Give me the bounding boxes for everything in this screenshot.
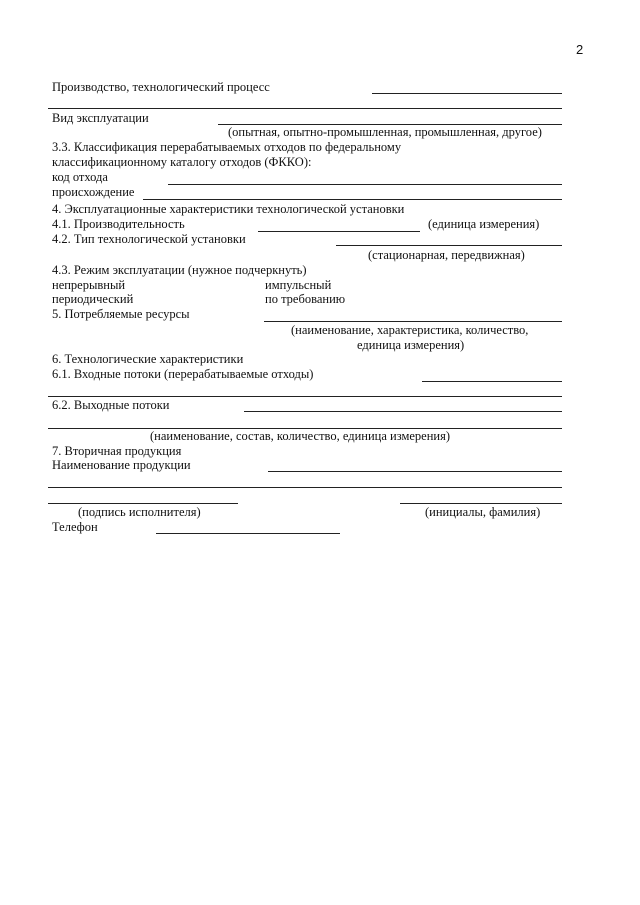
classification-line-1: 3.3. Классификация перерабатываемых отходов по федеральному [52, 140, 402, 154]
production-field-line-2[interactable] [48, 108, 562, 109]
section-7-title: 7. Вторичная продукция [52, 444, 182, 458]
operation-type-hint: (опытная, опытно-промышленная, промышленная, другое) [228, 125, 542, 139]
output-flows-field-line[interactable] [244, 411, 562, 412]
waste-code-field-line[interactable] [168, 184, 562, 185]
initials-hint: (инициалы, фамилия) [425, 505, 541, 519]
mode-on-demand-option[interactable]: по требованию [265, 292, 346, 306]
classification-line-2: классификационному каталогу отходов (ФККО): [52, 155, 312, 169]
origin-field-line[interactable] [143, 199, 562, 200]
mode-periodic-option[interactable]: периодический [52, 292, 134, 306]
productivity-hint: (единица измерения) [428, 217, 540, 231]
resources-hint-line-1: (наименование, характеристика, количество, [291, 323, 529, 337]
input-flows-label: 6.1. Входные потоки (перерабатываемые отходы) [52, 367, 314, 381]
signature-field-line[interactable] [48, 503, 238, 504]
product-name-field-line[interactable] [268, 471, 562, 472]
page-number: 2 [576, 42, 584, 57]
phone-field-line[interactable] [156, 533, 340, 534]
production-field-line[interactable] [372, 93, 562, 94]
resources-field-line[interactable] [264, 321, 562, 322]
initials-field-line[interactable] [400, 503, 562, 504]
operation-type-label: Вид эксплуатации [52, 111, 149, 125]
productivity-label: 4.1. Производительность [52, 217, 185, 231]
phone-label: Телефон [52, 520, 98, 534]
installation-type-hint: (стационарная, передвижная) [368, 248, 525, 262]
signature-hint: (подпись исполнителя) [78, 505, 201, 519]
productivity-field-line[interactable] [258, 231, 420, 232]
production-label: Производство, технологический процесс [52, 80, 270, 94]
section-6-title: 6. Технологические характеристики [52, 352, 244, 366]
product-name-label: Наименование продукции [52, 458, 191, 472]
waste-code-label: код отхода [52, 170, 108, 184]
mode-continuous-option[interactable]: непрерывный [52, 278, 126, 292]
input-flows-field-line[interactable] [422, 381, 562, 382]
flows-hint: (наименование, состав, количество, единица измерения) [150, 429, 451, 443]
origin-label: происхождение [52, 185, 135, 199]
mode-label: 4.3. Режим эксплуатации (нужное подчеркнуть) [52, 263, 307, 277]
installation-type-label: 4.2. Тип технологической установки [52, 232, 246, 246]
resources-label: 5. Потребляемые ресурсы [52, 307, 190, 321]
installation-type-field-line[interactable] [336, 245, 562, 246]
section-4-title: 4. Эксплуатационные характеристики технологической установки [52, 202, 405, 216]
output-flows-label: 6.2. Выходные потоки [52, 398, 170, 412]
input-flows-field-line-2[interactable] [48, 396, 562, 397]
product-name-field-line-2[interactable] [48, 487, 562, 488]
mode-pulsed-option[interactable]: импульсный [265, 278, 332, 292]
resources-hint-line-2: единица измерения) [357, 338, 465, 352]
